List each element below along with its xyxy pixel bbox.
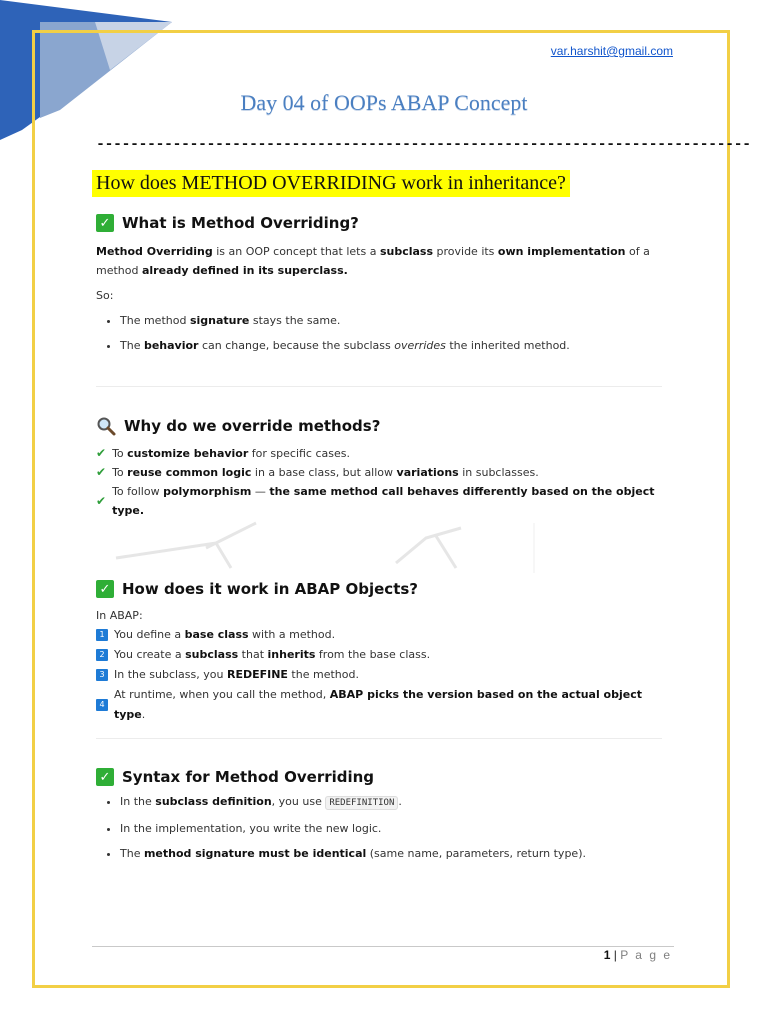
magnifier-icon — [96, 416, 116, 436]
footer-divider — [92, 946, 674, 947]
section-heading — [96, 416, 676, 436]
steps-list — [96, 625, 676, 725]
heading-text: How does it work in ABAP Objects? — [122, 580, 419, 598]
number-2-icon: 2 — [96, 649, 108, 661]
list-item: 4 At runtime, when you call the method, ABAP picks the version based on the actual object type. — [96, 685, 676, 725]
checkmark-icon: ✔ — [96, 493, 107, 508]
bullet-list — [96, 308, 676, 358]
definition-paragraph: Method Overriding is an OOP concept that lets a subclass provide its own implementation of a method already defined in its superclass. — [96, 245, 650, 277]
section-heading — [96, 580, 676, 598]
page-footer — [604, 948, 672, 962]
number-4-icon: 4 — [96, 699, 108, 711]
section-heading — [96, 768, 676, 786]
checkmark-icon: ✔ — [96, 446, 107, 460]
page-label: P a g e — [620, 948, 672, 962]
section-why-override — [96, 416, 676, 520]
section-abap-objects — [96, 580, 676, 725]
number-1-icon: 1 — [96, 629, 108, 641]
dash-separator: ----------------------------------------------------------------------------- — [96, 136, 751, 153]
syntax-bullet-list — [96, 789, 676, 866]
divider — [96, 386, 662, 387]
list-item: ✔ To reuse common logic in a base class, but allow variations in subclasses. — [96, 463, 676, 482]
checkmark-icon: ✔ — [96, 465, 107, 479]
divider — [96, 738, 662, 739]
section-heading — [96, 214, 676, 232]
so-label: So: — [96, 289, 114, 302]
list-item: 3 In the subclass, you REDEFINE the method. — [96, 665, 676, 685]
check-box-icon: ✓ — [96, 580, 114, 598]
heading-text: Syntax for Method Overriding — [122, 768, 375, 786]
faint-background-graphic — [96, 518, 576, 576]
list-item: ✔ To customize behavior for specific cases. — [96, 444, 676, 463]
list-item: • The method signature stays the same. — [120, 308, 676, 333]
section-method-overriding — [96, 214, 676, 358]
list-item: • In the subclass definition, you use REDEFINITION . — [120, 789, 676, 816]
code-snippet: REDEFINITION — [325, 796, 398, 810]
intro-text: In ABAP: — [96, 609, 143, 622]
list-item: ✔ To follow polymorphism — the same method call behaves differently based on the object type. — [96, 485, 655, 517]
list-item: • The behavior can change, because the subclass overrides the inherited method. — [120, 333, 676, 358]
list-item: • The method signature must be identical (same name, parameters, return type). — [120, 841, 676, 866]
check-box-icon: ✓ — [96, 768, 114, 786]
email-link[interactable]: var.harshit@gmail.com — [550, 44, 673, 58]
heading-text: Why do we override methods? — [124, 417, 381, 435]
page-number: 1 — [603, 948, 611, 962]
list-item: • In the implementation, you write the new logic. — [120, 816, 676, 841]
reason-list — [96, 444, 676, 520]
footer-separator: | — [610, 948, 621, 962]
section-syntax — [96, 768, 676, 866]
list-item: 2 You create a subclass that inherits from the base class. — [96, 645, 676, 665]
number-3-icon: 3 — [96, 669, 108, 681]
list-item: 1 You define a base class with a method. — [96, 625, 676, 645]
highlighted-question: How does METHOD OVERRIDING work in inheritance? — [92, 170, 570, 197]
page-title: Day 04 of OOPs ABAP Concept — [240, 90, 528, 115]
check-box-icon: ✓ — [96, 214, 114, 232]
heading-text: What is Method Overriding? — [122, 214, 359, 232]
